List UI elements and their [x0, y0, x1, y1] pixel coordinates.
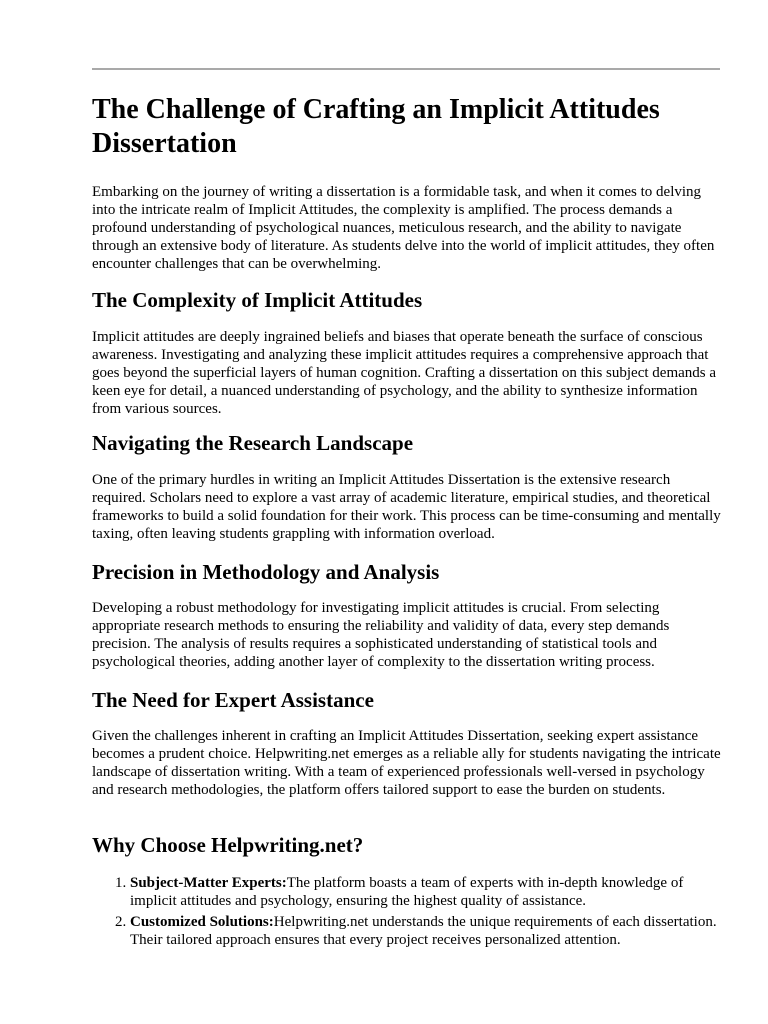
section-body-expert-assistance: Given the challenges inherent in crafting an Implicit Attitudes Dissertation, seeking expert assistance becomes a prudent choice. Helpwriting.net emerges as a reliable ally for students navigating the intricate landscape of dissertation writing. With a team of experienced professionals well-versed in psychology and research methodologies, the platform offers tailored support to ease the burden on students.	[92, 728, 721, 798]
list-item	[130, 913, 726, 949]
section-heading-expert-assistance: The Need for Expert Assistance	[92, 688, 374, 712]
document-title: The Challenge of Crafting an Implicit Attitudes Dissertation	[92, 94, 660, 159]
intro-paragraph: Embarking on the journey of writing a dissertation is a formidable task, and when it comes to delving into the intricate realm of Implicit Attitudes, the complexity is amplified. The process demands a profound understanding of psychological nuances, meticulous research, and the ability to navigate through an extensive body of literature. As students delve into the world of implicit attitudes, they often encounter challenges that can be overwhelming.	[92, 184, 715, 272]
list-item-text: The platform boasts a team of experts with in-depth knowledge of implicit attitudes and psychology, ensuring the highest quality of assistance.	[130, 875, 684, 909]
list-item-text: Helpwriting.net understands the unique requirements of each dissertation. Their tailored approach ensures that every project receives personalized attention.	[130, 914, 717, 948]
section-heading-complexity: The Complexity of Implicit Attitudes	[92, 288, 423, 312]
section-heading-methodology: Precision in Methodology and Analysis	[92, 560, 440, 584]
section-heading-why-choose: Why Choose Helpwriting.net?	[92, 833, 364, 857]
horizontal-rule	[92, 68, 720, 70]
section-heading-research: Navigating the Research Landscape	[92, 431, 414, 455]
list-item-term: Customized Solutions:	[130, 914, 274, 930]
list-item	[130, 874, 726, 910]
section-body-complexity: Implicit attitudes are deeply ingrained beliefs and biases that operate beneath the surface of conscious awareness. Investigating and analyzing these implicit attitudes requires a comprehensive approach that goes beyond the superficial layers of human cognition. Crafting a dissertation on this subject demands a keen eye for detail, a nuanced understanding of psychology, and the ability to synthesize information from various sources.	[92, 329, 717, 417]
list-item-term: Subject-Matter Experts:	[130, 875, 287, 891]
section-body-research: One of the primary hurdles in writing an Implicit Attitudes Dissertation is the extensive research required. Scholars need to explore a vast array of academic literature, empirical studies, and theoretical frameworks to build a solid foundation for their work. This process can be time-consuming and mentally taxing, often leaving students grappling with information overload.	[92, 472, 721, 542]
reasons-list	[92, 874, 726, 952]
section-body-methodology: Developing a robust methodology for investigating implicit attitudes is crucial. From selecting appropriate research methods to ensuring the reliability and validity of data, every step demands precision. The analysis of results requires a sophisticated understanding of statistical tools and psychological theories, adding another layer of complexity to the dissertation writing process.	[92, 600, 670, 670]
